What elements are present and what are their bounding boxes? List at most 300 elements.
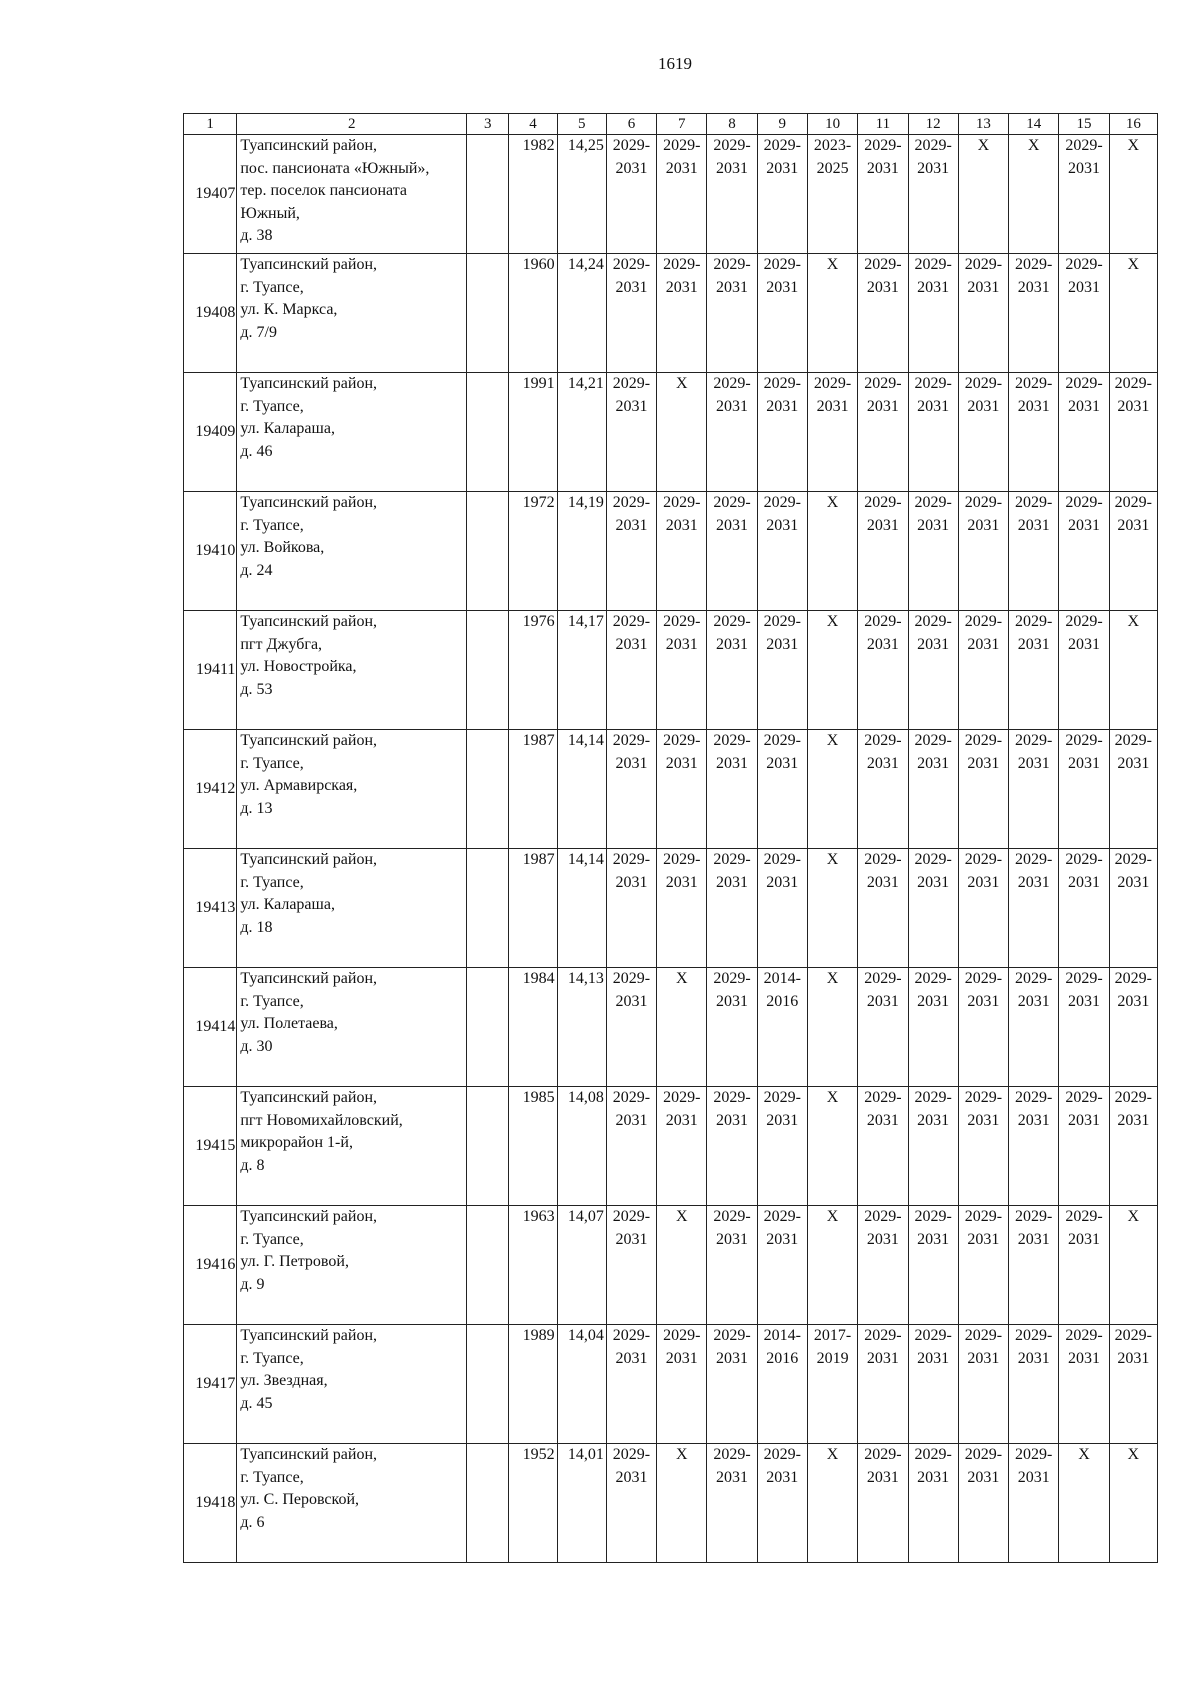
period-text: 2029- [763, 613, 801, 630]
period-cell [1109, 135, 1157, 254]
period-text: 2029- [914, 613, 952, 630]
period-cell [858, 968, 908, 1087]
period-text: 2031 [716, 278, 749, 296]
period-cell [606, 1325, 656, 1444]
period-cell [908, 1444, 958, 1563]
address-line: г. Туапсе, [240, 1468, 304, 1486]
address-line: г. Туапсе, [240, 516, 304, 534]
table-row [184, 1206, 1158, 1325]
period-text: 2031 [615, 278, 648, 296]
period-text: 2029- [1015, 732, 1053, 749]
period-text: 2031 [716, 1349, 749, 1367]
period-text: 2031 [615, 1349, 648, 1367]
period-cell [657, 135, 707, 254]
period-text: 2029- [1065, 851, 1103, 868]
column-3-cell [467, 1206, 509, 1325]
page-number: 1619 [658, 54, 692, 73]
period-text: 2029- [914, 137, 952, 154]
period-cell [757, 373, 807, 492]
period-text: 2031 [917, 1111, 950, 1129]
period-text: 2029- [964, 1089, 1003, 1106]
period-cell [807, 968, 857, 1087]
period-text: 2029- [612, 970, 651, 987]
address-line: г. Туапсе, [240, 873, 304, 891]
period-text: 2031 [816, 397, 849, 415]
period-cell [807, 1206, 857, 1325]
period-cell [1009, 1325, 1059, 1444]
row-number: 19411 [184, 611, 237, 730]
period-text: 2031 [615, 873, 648, 891]
period-text: 2031 [766, 278, 799, 296]
period-cell [606, 492, 656, 611]
period-text: 2029- [1065, 494, 1103, 511]
period-text: 2031 [1067, 754, 1100, 772]
period-text: 2016 [766, 1349, 799, 1367]
address-line: д. 46 [240, 442, 273, 460]
period-text: 2031 [766, 873, 799, 891]
period-text: 2029- [1065, 256, 1103, 273]
address-line: ул. Полетаева, [240, 1015, 338, 1032]
column-header: 1 [184, 114, 237, 135]
period-cell [707, 1206, 757, 1325]
area-cell: 14,04 [557, 1325, 606, 1444]
period-cell [707, 135, 757, 254]
period-cell [958, 611, 1008, 730]
period-text: 2029- [1114, 1327, 1152, 1344]
period-text: 2031 [1017, 754, 1050, 772]
period-text: 2031 [1117, 754, 1150, 772]
period-cell [807, 135, 857, 254]
period-text: 2029- [612, 256, 651, 273]
period-text: 2031 [1067, 1349, 1100, 1367]
period-cell [707, 1444, 757, 1563]
column-header: 11 [858, 114, 908, 135]
address-line: Туапсинский район, [240, 1446, 378, 1463]
address-line: ул. Армавирская, [240, 777, 358, 794]
period-text: 2029- [914, 1208, 952, 1225]
period-cell [707, 730, 757, 849]
table-row [184, 373, 1158, 492]
period-cell [908, 849, 958, 968]
period-text: 2031 [967, 635, 1000, 653]
row-number: 19407 [184, 135, 237, 254]
period-text: 2029- [964, 732, 1003, 749]
period-text: 2031 [1017, 397, 1050, 415]
period-cell [657, 1087, 707, 1206]
period-text: 2031 [615, 516, 648, 534]
year-cell: 1963 [509, 1206, 557, 1325]
period-text: 2031 [917, 754, 950, 772]
address-cell [237, 611, 467, 730]
address-line: Туапсинский район, [240, 1208, 378, 1225]
period-text: 2029- [663, 1089, 701, 1106]
period-text: 2031 [1117, 992, 1150, 1010]
year-cell: 1991 [509, 373, 557, 492]
period-text: 2029- [964, 851, 1003, 868]
period-text: X [826, 970, 839, 987]
column-header: 6 [606, 114, 656, 135]
period-cell [807, 254, 857, 373]
period-cell [1059, 492, 1109, 611]
period-cell [606, 1444, 656, 1563]
period-text: 2025 [816, 159, 849, 177]
row-number: 19413 [184, 849, 237, 968]
period-text: 2031 [716, 873, 749, 891]
year-cell: 1989 [509, 1325, 557, 1444]
period-text: 2031 [716, 754, 749, 772]
period-text: 2029- [864, 970, 902, 987]
period-text: 2031 [967, 992, 1000, 1010]
address-cell [237, 254, 467, 373]
period-cell [958, 730, 1008, 849]
period-cell [958, 1206, 1008, 1325]
address-cell [237, 373, 467, 492]
period-cell [908, 968, 958, 1087]
period-text: 2029- [914, 1089, 952, 1106]
period-cell [958, 135, 1008, 254]
row-number: 19412 [184, 730, 237, 849]
period-text: 2029- [763, 1089, 801, 1106]
period-text: 2029- [1114, 732, 1152, 749]
address-line: Туапсинский район, [240, 613, 378, 630]
period-text: 2031 [1117, 1111, 1150, 1129]
column-3-cell [467, 135, 509, 254]
period-text: 2029- [663, 613, 701, 630]
period-text: 2031 [1017, 278, 1050, 296]
period-cell [1009, 968, 1059, 1087]
period-text: 2029- [612, 613, 651, 630]
year-cell: 1960 [509, 254, 557, 373]
address-line: Южный, [240, 204, 300, 222]
period-text: X [1078, 1446, 1090, 1463]
period-text: 2031 [967, 397, 1000, 415]
period-text: 2031 [967, 754, 1000, 772]
period-cell [757, 968, 807, 1087]
column-header: 3 [467, 114, 509, 135]
period-text: 2031 [967, 1111, 1000, 1129]
column-header: 4 [509, 114, 557, 135]
period-text: 2031 [917, 1230, 950, 1248]
address-line: д. 13 [240, 799, 273, 817]
period-text: 2029- [1114, 1089, 1152, 1106]
period-cell [757, 730, 807, 849]
address-cell [237, 1206, 467, 1325]
period-text: 2031 [615, 1111, 648, 1129]
address-cell [237, 492, 467, 611]
period-text: 2029- [713, 256, 751, 273]
period-text: 2031 [1117, 397, 1150, 415]
period-text: 2031 [716, 516, 749, 534]
period-text: 2029- [964, 375, 1003, 392]
period-cell [606, 1206, 656, 1325]
period-cell [1109, 1087, 1157, 1206]
column-3-cell [467, 1444, 509, 1563]
period-text: 2029- [914, 375, 952, 392]
period-cell [657, 968, 707, 1087]
period-cell [1109, 1444, 1157, 1563]
period-text: X [1127, 137, 1140, 154]
period-text: X [1127, 1208, 1140, 1225]
period-cell [1059, 968, 1109, 1087]
column-header: 16 [1109, 114, 1157, 135]
period-cell [1009, 254, 1059, 373]
area-cell: 14,24 [557, 254, 606, 373]
period-text: X [826, 1089, 839, 1106]
period-cell [858, 1444, 908, 1563]
address-line: Туапсинский район, [240, 375, 378, 392]
period-cell [1109, 492, 1157, 611]
period-text: 2029- [864, 732, 902, 749]
column-3-cell [467, 492, 509, 611]
column-header: 9 [757, 114, 807, 135]
address-line: Туапсинский район, [240, 970, 378, 987]
area-cell: 14,08 [557, 1087, 606, 1206]
period-text: 2031 [1117, 1349, 1150, 1367]
period-cell [807, 1325, 857, 1444]
period-text: 2031 [766, 516, 799, 534]
period-text: 2029- [1015, 851, 1053, 868]
period-cell [908, 373, 958, 492]
period-text: X [1027, 137, 1040, 154]
period-cell [908, 730, 958, 849]
period-text: 2031 [766, 754, 799, 772]
period-text: 2031 [1017, 1349, 1050, 1367]
period-text: X [1127, 1446, 1140, 1463]
address-line: д. 7/9 [240, 323, 277, 341]
period-text: 2029- [914, 732, 952, 749]
period-text: 2031 [967, 1349, 1000, 1367]
address-line: пгт Новомихайловский, [240, 1111, 403, 1129]
column-header: 8 [707, 114, 757, 135]
period-text: 2031 [1067, 278, 1100, 296]
period-text: 2031 [1017, 635, 1050, 653]
column-header: 15 [1059, 114, 1109, 135]
area-cell: 14,21 [557, 373, 606, 492]
period-text: 2029- [864, 256, 902, 273]
address-line: д. 9 [240, 1275, 265, 1293]
period-text: 2031 [665, 635, 698, 653]
address-line: Туапсинский район, [240, 851, 378, 868]
period-cell [858, 730, 908, 849]
period-text: 2029- [713, 1208, 751, 1225]
period-cell [908, 611, 958, 730]
period-text: 2029- [763, 256, 801, 273]
period-cell [757, 1325, 807, 1444]
period-cell [707, 1325, 757, 1444]
period-text: 2031 [716, 992, 749, 1010]
address-line: тер. поселок пансионата [240, 182, 407, 199]
period-text: 2031 [917, 635, 950, 653]
period-cell [707, 492, 757, 611]
table-row [184, 1444, 1158, 1563]
period-text: 2031 [716, 159, 749, 177]
period-text: 2029- [1065, 137, 1103, 154]
row-number: 19415 [184, 1087, 237, 1206]
table-header-row [184, 114, 1158, 135]
period-text: 2029- [763, 494, 801, 511]
period-text: 2029- [964, 1446, 1003, 1463]
area-cell: 14,14 [557, 849, 606, 968]
period-text: 2029- [1015, 1446, 1053, 1463]
period-text: 2031 [1017, 992, 1050, 1010]
period-cell [958, 1325, 1008, 1444]
period-text: 2029- [864, 1208, 902, 1225]
period-cell [1109, 611, 1157, 730]
period-cell [807, 373, 857, 492]
period-cell [707, 611, 757, 730]
period-cell [657, 611, 707, 730]
column-3-cell [467, 968, 509, 1087]
period-text: 2031 [716, 1230, 749, 1248]
period-cell [807, 1087, 857, 1206]
period-text: 2029- [713, 851, 751, 868]
period-text: 2029- [1015, 613, 1053, 630]
period-text: 2029- [713, 137, 751, 154]
period-cell [858, 492, 908, 611]
address-line: д. 30 [240, 1037, 273, 1055]
address-line: г. Туапсе, [240, 278, 304, 296]
period-text: 2029- [1065, 613, 1103, 630]
period-text: 2031 [866, 159, 899, 177]
table-row [184, 1087, 1158, 1206]
period-text: 2031 [1067, 1111, 1100, 1129]
period-cell [707, 849, 757, 968]
area-cell: 14,01 [557, 1444, 606, 1563]
address-line: д. 8 [240, 1156, 265, 1174]
period-text: 2031 [665, 873, 698, 891]
period-text: 2031 [1017, 1111, 1050, 1129]
column-3-cell [467, 1087, 509, 1206]
period-cell [1059, 849, 1109, 968]
column-header: 14 [1009, 114, 1059, 135]
period-cell [707, 1087, 757, 1206]
period-text: 2029- [1114, 494, 1152, 511]
period-text: 2023- [813, 137, 852, 154]
period-text: 2031 [866, 1468, 899, 1486]
period-text: 2031 [615, 159, 648, 177]
period-text: 2031 [1017, 1230, 1050, 1248]
period-cell [606, 730, 656, 849]
period-text: 2031 [866, 1349, 899, 1367]
period-text: 2031 [917, 1468, 950, 1486]
period-text: 2031 [1067, 873, 1100, 891]
register-table [183, 113, 1158, 1563]
column-header: 12 [908, 114, 958, 135]
period-text: 2029- [1015, 494, 1053, 511]
period-text: X [826, 732, 839, 749]
period-cell [908, 1087, 958, 1206]
period-text: 2029- [763, 137, 801, 154]
period-cell [1009, 492, 1059, 611]
period-text: 2031 [665, 159, 698, 177]
period-text: 2029- [1015, 970, 1053, 987]
period-text: 2031 [866, 635, 899, 653]
period-cell [757, 492, 807, 611]
period-cell [958, 492, 1008, 611]
row-number: 19414 [184, 968, 237, 1087]
period-text: 2029- [763, 375, 801, 392]
period-text: 2031 [917, 397, 950, 415]
address-line: г. Туапсе, [240, 1230, 304, 1248]
period-text: 2031 [866, 992, 899, 1010]
period-text: X [826, 613, 839, 630]
period-cell [1059, 1206, 1109, 1325]
period-text: 2031 [615, 754, 648, 772]
period-text: 2029- [1015, 1208, 1053, 1225]
column-header: 13 [958, 114, 1008, 135]
address-line: д. 38 [240, 227, 273, 244]
table-row [184, 492, 1158, 611]
column-3-cell [467, 849, 509, 968]
period-cell [1109, 730, 1157, 849]
period-cell [1009, 849, 1059, 968]
period-text: X [675, 1446, 688, 1463]
period-cell [606, 968, 656, 1087]
period-cell [958, 1444, 1008, 1563]
column-header: 5 [557, 114, 606, 135]
period-text: 2029- [1065, 375, 1103, 392]
period-text: 2029- [813, 375, 852, 392]
period-text: 2029- [612, 1327, 651, 1344]
period-text: 2031 [1067, 159, 1100, 177]
period-cell [657, 1325, 707, 1444]
period-text: 2029- [914, 1327, 952, 1344]
period-text: 2031 [1117, 516, 1150, 534]
table-row [184, 730, 1158, 849]
period-text: 2029- [713, 613, 751, 630]
period-text: 2029- [612, 375, 651, 392]
period-text: 2029- [1015, 1327, 1053, 1344]
period-cell [908, 254, 958, 373]
address-line: ул. Г. Петровой, [240, 1253, 349, 1270]
period-text: 2029- [1114, 851, 1152, 868]
period-text: X [826, 1446, 839, 1463]
period-cell [858, 373, 908, 492]
area-cell: 14,19 [557, 492, 606, 611]
period-text: X [1127, 256, 1140, 273]
period-text: 2031 [716, 1468, 749, 1486]
address-line: г. Туапсе, [240, 992, 304, 1010]
address-line: ул. Звездная, [240, 1372, 328, 1389]
period-cell [1059, 1444, 1109, 1563]
period-text: 2029- [763, 1208, 801, 1225]
period-cell [958, 968, 1008, 1087]
period-cell [757, 1444, 807, 1563]
period-text: 2029- [1114, 375, 1152, 392]
address-cell [237, 730, 467, 849]
period-cell [1009, 1444, 1059, 1563]
address-line: д. 45 [240, 1394, 273, 1412]
row-number: 19408 [184, 254, 237, 373]
address-line: ул. С. Перовской, [240, 1491, 360, 1508]
row-number: 19418 [184, 1444, 237, 1563]
period-cell [657, 1206, 707, 1325]
period-cell [1109, 1206, 1157, 1325]
period-text: 2029- [914, 851, 952, 868]
period-cell [807, 492, 857, 611]
period-text: 2029- [763, 732, 801, 749]
period-text: 2029- [1114, 970, 1152, 987]
period-text: 2031 [866, 1111, 899, 1129]
period-cell [1059, 254, 1109, 373]
period-text: X [826, 494, 839, 511]
period-text: 2031 [1117, 873, 1150, 891]
address-line: Туапсинский район, [240, 1327, 378, 1344]
period-cell [807, 1444, 857, 1563]
address-cell [237, 849, 467, 968]
period-text: 2029- [713, 1089, 751, 1106]
period-cell [958, 254, 1008, 373]
